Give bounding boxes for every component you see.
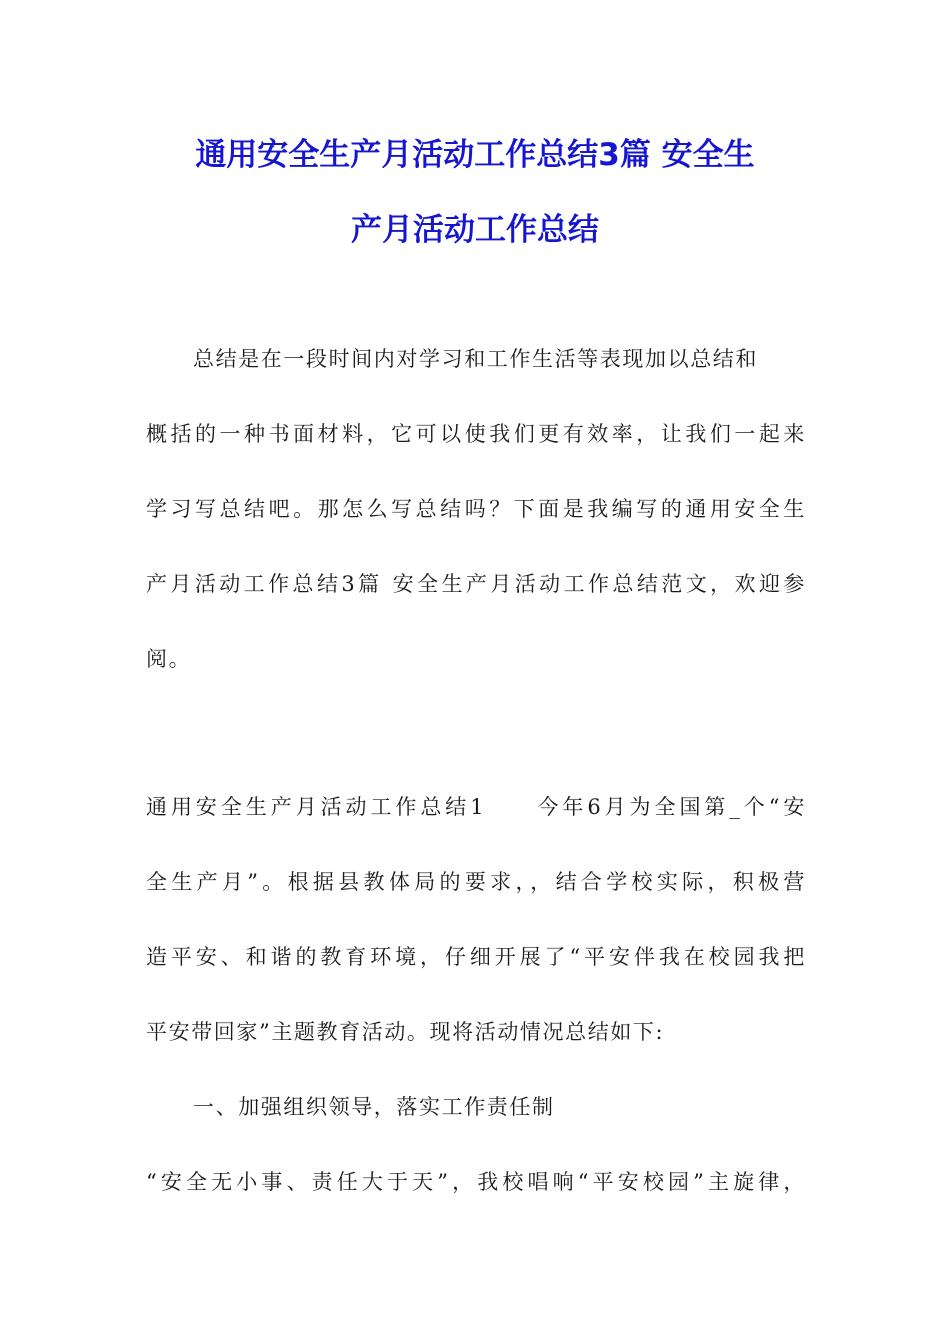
document-title-line-1: 通用安全生产月活动工作总结3篇 安全生 xyxy=(195,137,755,173)
section-line-1: 通用安全生产月活动工作总结1 今年6月为全国第_个“安 xyxy=(146,795,806,819)
intro-line-2: 概括的一种书面材料，它可以使我们更有效率，让我们一起来 xyxy=(146,422,806,446)
section-line-4: 平安带回家”主题教育活动。现将活动情况总结如下: xyxy=(146,1020,665,1044)
body-line: “安全无小事、责任大于天”，我校唱响“平安校园”主旋律， xyxy=(146,1170,806,1194)
section-line-3: 造平安、和谐的教育环境，仔细开展了“平安伴我在校园我把 xyxy=(146,945,806,969)
intro-line-5: 阅。 xyxy=(146,647,192,671)
section-heading-1: 一、加强组织领导，落实工作责任制 xyxy=(193,1095,555,1119)
document-title-line-2: 产月活动工作总结 xyxy=(351,212,599,248)
intro-line-4: 产月活动工作总结3篇 安全生产月活动工作总结范文，欢迎参 xyxy=(146,572,806,596)
intro-line-1: 总结是在一段时间内对学习和工作生活等表现加以总结和 xyxy=(193,347,758,371)
section-line-2: 全生产月”。根据县教体局的要求，，结合学校实际，积极营 xyxy=(146,870,806,894)
intro-line-3: 学习写总结吧。那怎么写总结吗？下面是我编写的通用安全生 xyxy=(146,497,806,521)
